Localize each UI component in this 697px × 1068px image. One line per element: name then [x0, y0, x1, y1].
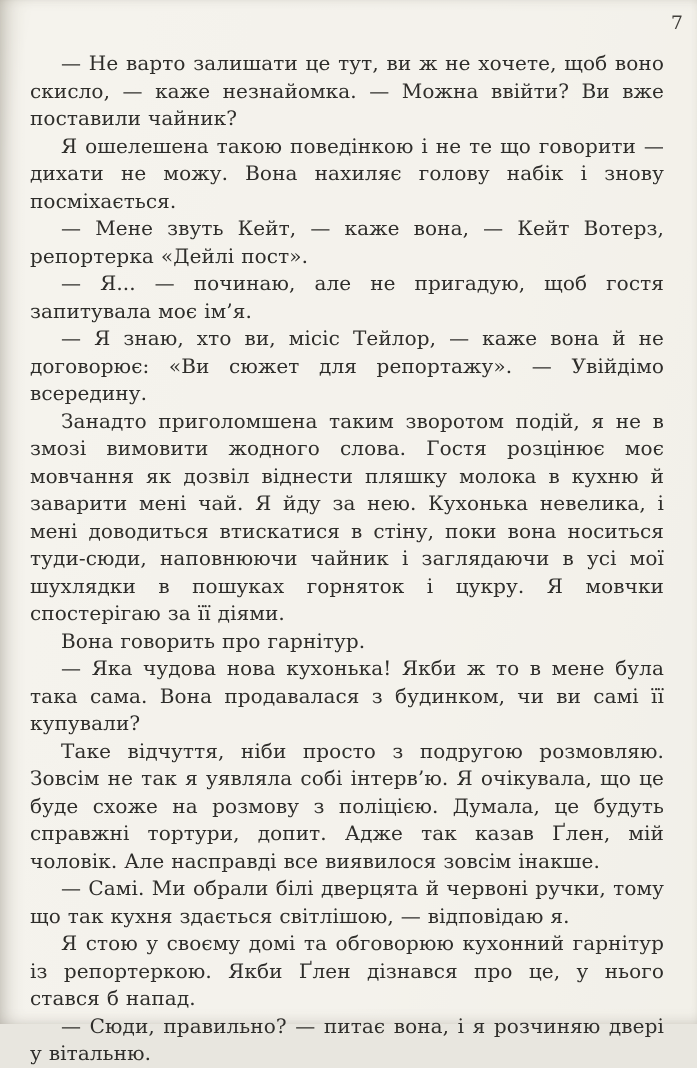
paragraph: — Сюди, правильно? — питає вона, і я розчиняю двері у вітальню.	[30, 1013, 664, 1065]
paragraph: Я ошелешена такою поведінкою і не те що говорити — дихати не можу. Вона нахиляє голову набік і знову посміхається.	[30, 133, 664, 213]
paragraph: — Самі. Ми обрали білі дверцята й червоні ручки, тому що так кухня здається світлішою, — відповідаю я.	[30, 876, 664, 928]
page-number: 7	[670, 12, 683, 34]
paragraph: Таке відчуття, ніби просто з подругою розмовляю. Зовсім не так я уявляла собі інтерв’ю. Я очікувала, що це буде схоже на розмову з поліцією. Думала, це будуть справжні тортури, допит. Адже так казав Ґлен, мій чоловік. Але насправді все виявилося зовсім інакше.	[30, 738, 664, 873]
paragraph: — Яка чудова нова кухонька! Якби ж то в мене була така сама. Вона продавалася з будинком, чи ви самі її купували?	[30, 656, 664, 735]
paragraph: — Мене звуть Кейт, — каже вона, — Кейт Вотерз, репортерка «Дейлі пост».	[30, 216, 664, 268]
paragraph: — Не варто залишати це тут, ви ж не хочете, щоб воно скисло, — каже незнайомка. — Можна ввійти? Ви вже поставили чайник?	[30, 51, 664, 130]
paragraph: Занадто приголомшена таким зворотом подій, я не в змозі вимовити жодного слова. Гостя розцінює моє мовчання як дозвіл віднести пляшку молока в кухню й заварити мені чай. Я йду за нею. Кухонька невелика, і мені доводиться втискатися в стіну, поки вона носиться туди-сюди, наповнюючи чайник і заглядаючи в усі мої шухлядки в пошуках горняток і цукру. Я мовчки спостерігаю за її діями.	[30, 408, 664, 625]
paragraph: Вона говорить про гарнітур.	[61, 628, 366, 653]
paragraph: Я стою у своєму домі та обговорюю кухонний гарнітур із репортеркою. Якби Ґлен дізнався про це, у нього стався б напад.	[30, 931, 664, 1010]
paragraph: — Я... — починаю, але не пригадую, щоб гостя запитувала моє ім’я.	[30, 271, 664, 323]
paragraph: — Я знаю, хто ви, місіс Тейлор, — каже вона й не договорює: «Ви сюжет для репортажу». — Увійдімо всередину.	[30, 326, 664, 405]
page-text	[30, 50, 664, 1068]
